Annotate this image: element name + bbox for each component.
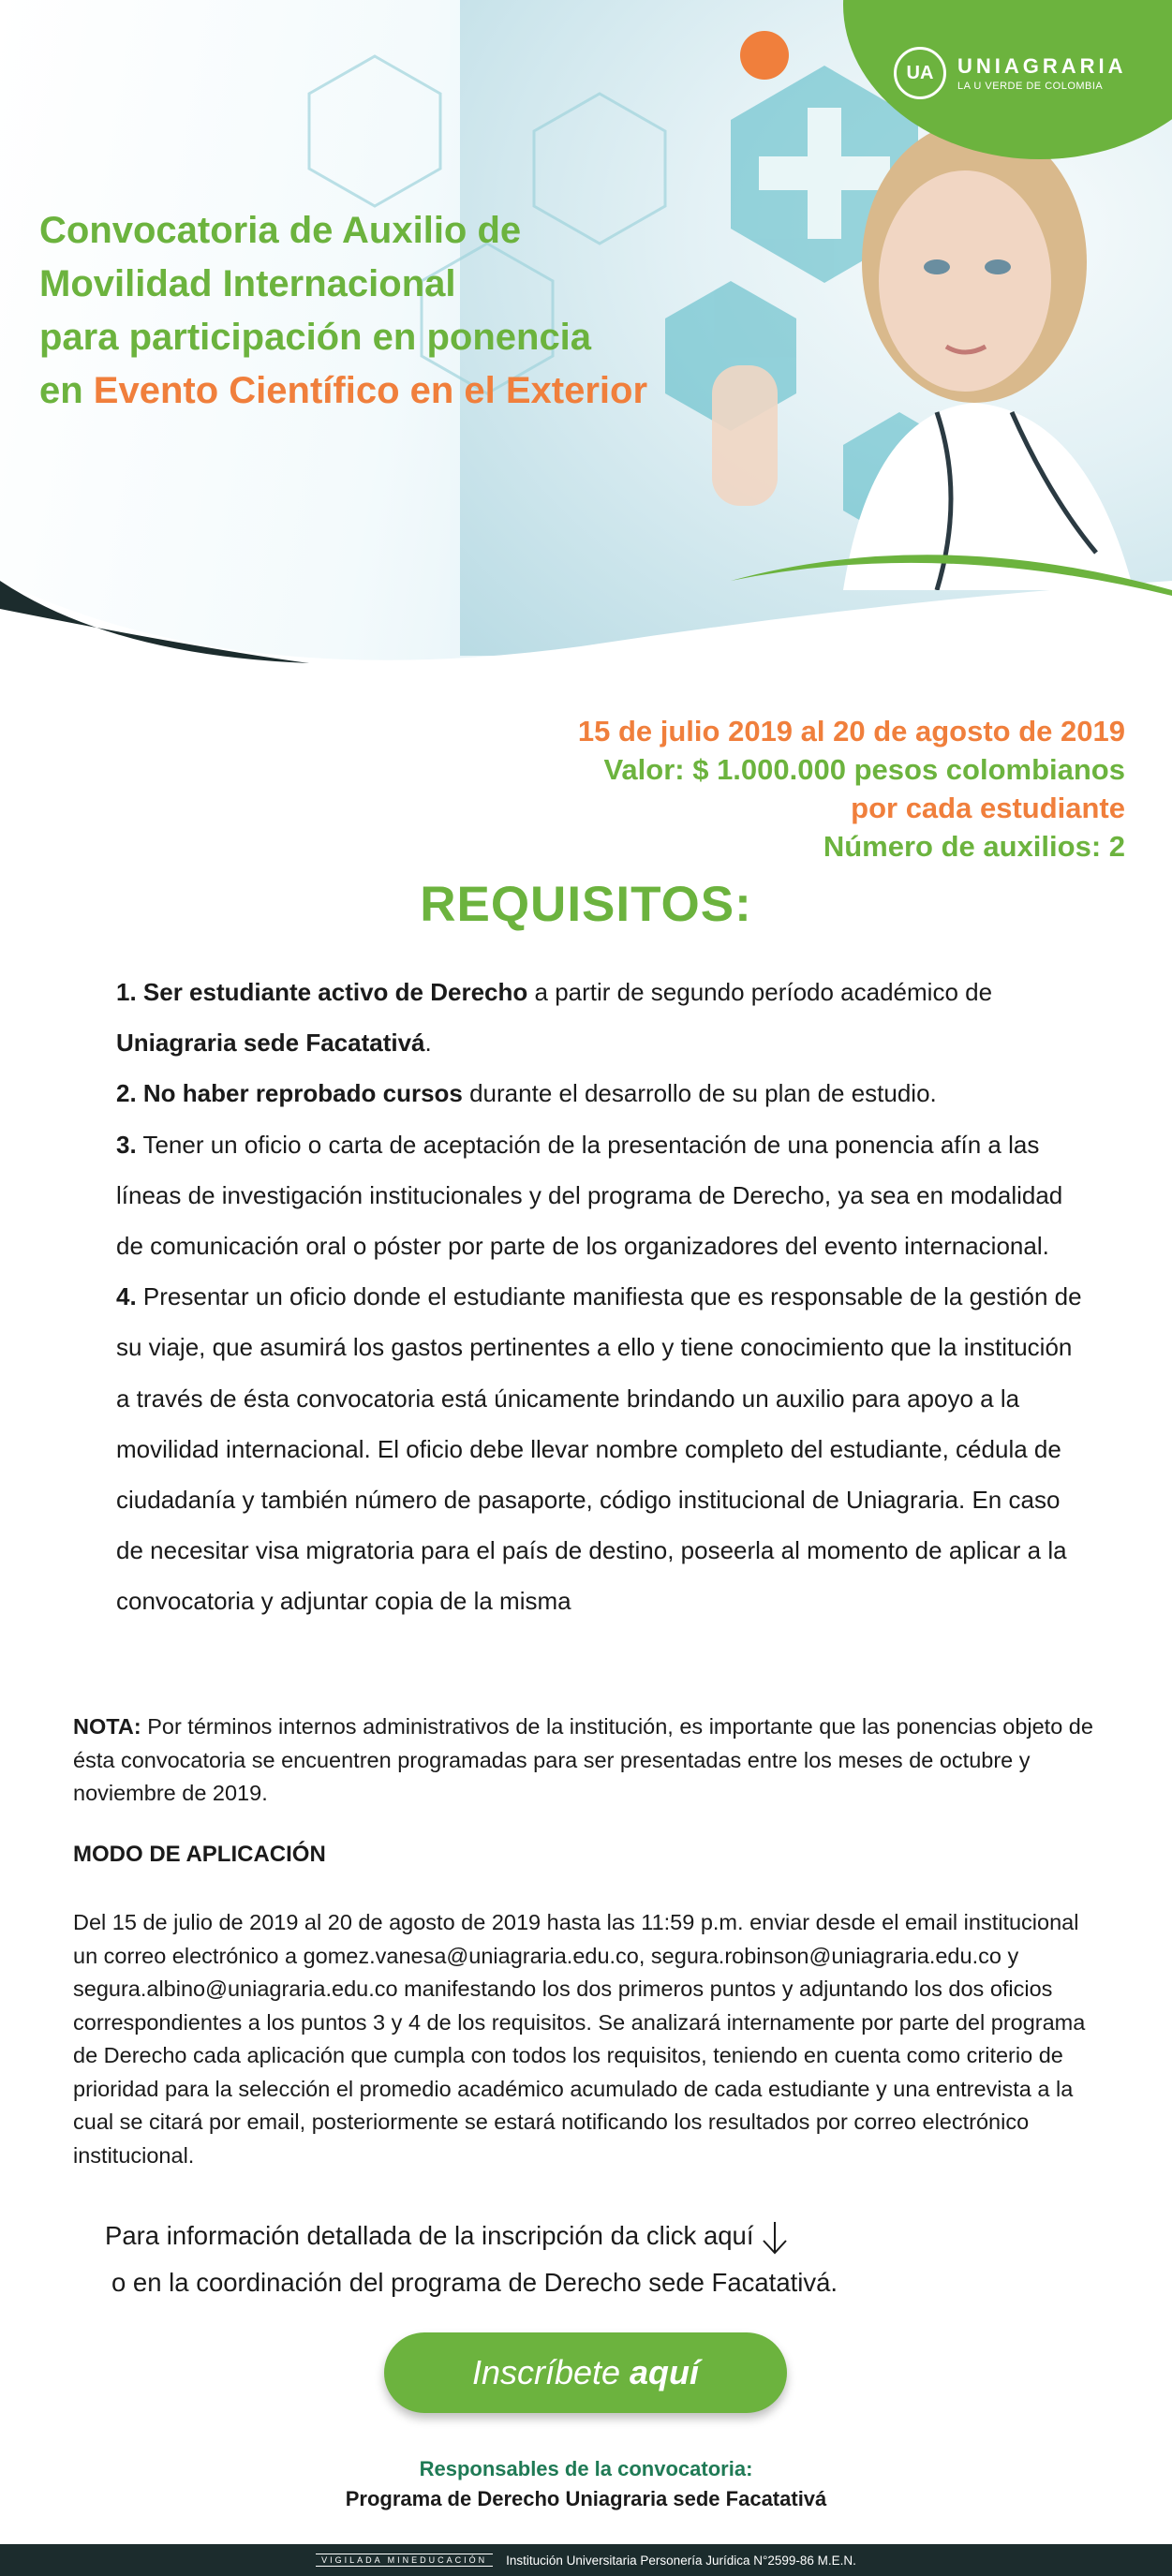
orange-dot-decoration (740, 31, 789, 80)
requirement-1-campus: Uniagraria sede Facatativá (116, 1029, 425, 1058)
note-label: NOTA: (73, 1714, 141, 1739)
requirements-title: REQUISITOS: (420, 877, 752, 932)
requirement-1-bold: 1. Ser estudiante activo de Derecho (116, 978, 528, 1006)
more-info-line-1: Para información detallada de la inscripción da click aquí (105, 2221, 754, 2250)
title-line-1: Convocatoria de Auxilio de (39, 210, 522, 251)
requirement-1-text: a partir de segundo período académico de (527, 978, 993, 1006)
uniagraria-logo[interactable] (894, 47, 1127, 99)
call-count: Número de auxilios: 2 (823, 830, 1125, 863)
responsibles-title: Responsables de la convocatoria: (419, 2457, 753, 2480)
register-button[interactable] (384, 2332, 787, 2413)
register-button-label: Inscríbete (471, 2353, 621, 2391)
requirement-4 (116, 1271, 1090, 1626)
requirement-2-bold: 2. No haber reprobado cursos (116, 1079, 463, 1108)
call-info (578, 712, 1125, 866)
hero-banner (0, 0, 1172, 693)
title-line-3: para participación en ponencia (39, 317, 592, 358)
title-line-4 (39, 364, 751, 418)
call-value-per-student: por cada estudiante (851, 792, 1125, 824)
logo-text (957, 54, 1127, 92)
requirement-3-text: Tener un oficio o carta de aceptación de la presentación de una ponencia afín a las líneas de investigación institucionales y del programa de Derecho, ya sea en modalidad de comunicación oral o póster por parte de los organizadores del evento internacional. (116, 1130, 1063, 1261)
register-button-label-bold: aquí (630, 2353, 700, 2391)
requirement-1-end: . (424, 1029, 432, 1058)
application-mode-body: Del 15 de julio de 2019 al 20 de agosto de 2019 hasta las 11:59 p.m. enviar desde el email institucional un correo electrónico a gomez.vanesa@uniagraria.edu.co, segura.robinson@uniagraria.edu.co y segura.albino@uniagraria.edu.co manifestando los dos primeros puntos y adjuntando los dos oficios correspondientes a los puntos 3 y 4 de los requisitos. Se analizará internamente por parte del programa de Derecho cada aplicación que cumpla con todos los requisitos, teniendo en cuenta como criterio de prioridad para la selección el promedio académico acumulado de cada estudiante y una entrevista a la cual se citará por email, posteriormente se estará notificando los resultados por correo electrónico institucional. (73, 1910, 1086, 2168)
hero-wave (0, 506, 1172, 693)
page-title (39, 204, 751, 418)
requirement-4-text: Presentar un oficio donde el estudiante manifiesta que es responsable de la gestión de su viaje, que asumirá los gastos pertinentes a ello y tiene conocimiento que la institución a través de ésta convocatoria está únicamente brindando un auxilio para apoyo a la movilidad internacional. El oficio debe llevar nombre completo del estudiante, cédula de ciudadanía y también número de pasaporte, código institucional de Uniagraria. En caso de necesitar visa migratoria para el país de destino, poseerla al momento de aplicar a la convocatoria y adjuntar copia de la misma (116, 1282, 1082, 1616)
application-mode-title: MODO DE APLICACIÓN (73, 1842, 326, 1867)
vigilada-badge: VIGILADA MINEDUCACIÓN (316, 2554, 493, 2567)
requirement-3 (116, 1119, 1090, 1272)
more-info (105, 2213, 1042, 2306)
requirement-2 (116, 1068, 1090, 1118)
requirement-1 (116, 967, 1090, 1068)
call-value: Valor: $ 1.000.000 pesos colombianos (603, 753, 1125, 786)
logo-name: UNIAGRARIA (957, 54, 1127, 78)
requirements-list (116, 967, 1090, 1627)
note (73, 1710, 1104, 1811)
arrow-down-icon (761, 2220, 789, 2256)
footer (0, 2544, 1172, 2576)
title-line-2: Movilidad Internacional (39, 263, 456, 304)
title-line-4-accent: Evento Científico en el Exterior (93, 370, 648, 411)
call-dates: 15 de julio 2019 al 20 de agosto de 2019 (577, 715, 1125, 748)
responsibles (0, 2454, 1172, 2514)
title-line-4-prefix: en (39, 370, 94, 411)
logo-mark: UA (894, 47, 946, 99)
responsibles-program: Programa de Derecho Uniagraria sede Facatativá (345, 2487, 827, 2510)
requirement-3-bold: 3. (116, 1130, 137, 1159)
footer-text: Institución Universitaria Personería Jurídica N°2599-86 M.E.N. (506, 2553, 856, 2568)
logo-tagline: LA U VERDE DE COLOMBIA (957, 81, 1104, 92)
note-text: Por términos internos administrativos de la institución, es importante que las ponencias objeto de ésta convocatoria se encuentren programadas para ser presentadas entre los meses de octubre y noviembre de 2019. (73, 1714, 1093, 1805)
more-info-line-2: o en la coordinación del programa de Derecho sede Facatativá. (111, 2268, 838, 2297)
requirement-4-bold: 4. (116, 1282, 137, 1311)
requirement-2-text: durante el desarrollo de su plan de estudio. (462, 1079, 937, 1108)
